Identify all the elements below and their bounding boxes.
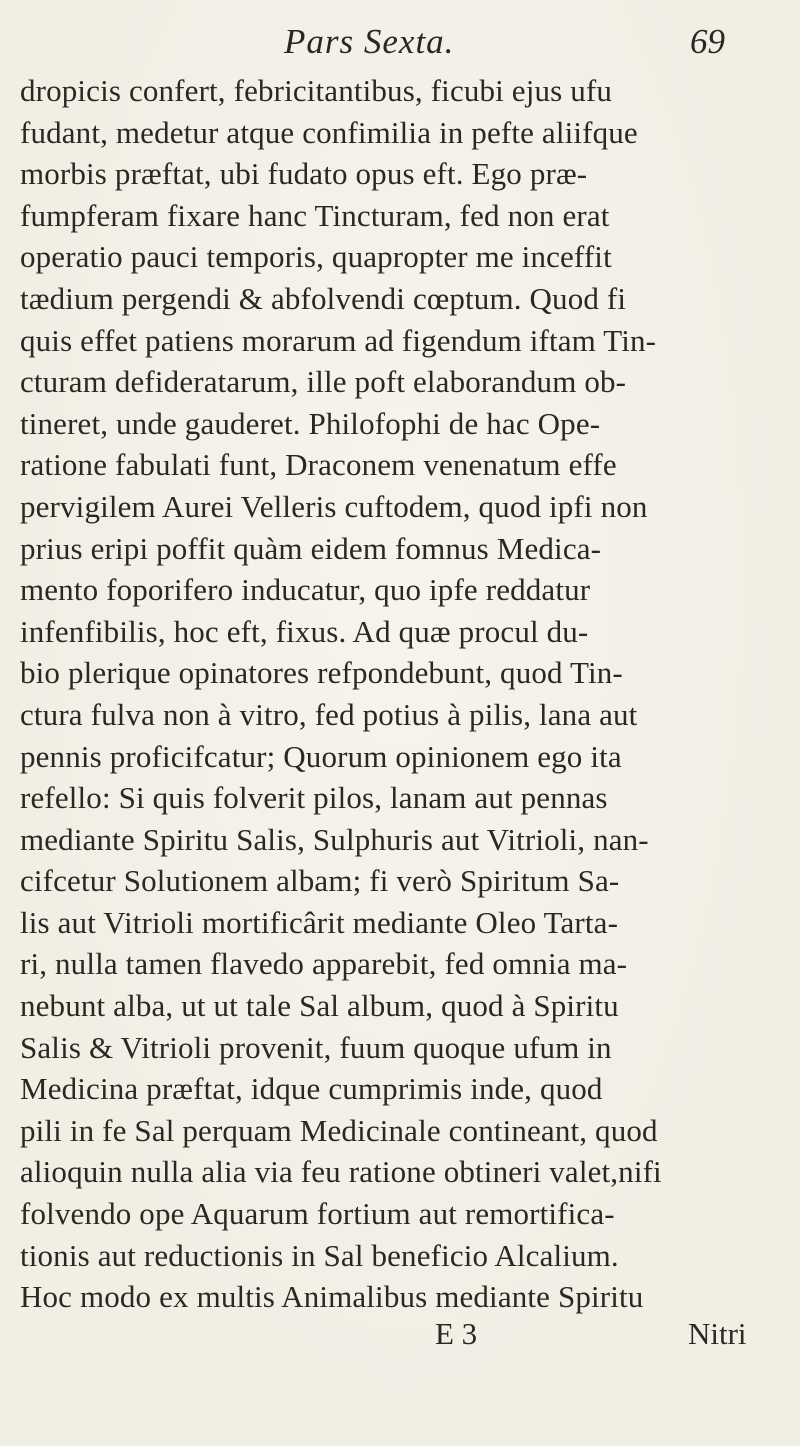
text-line: refello: Si quis folverit pilos, lanam aut pennas xyxy=(20,780,608,816)
text-line: ctura fulva non à vitro, fed potius à pilis, lana aut xyxy=(20,696,638,732)
text-line: alioquin nulla alia via feu ratione obtineri valet,nifi xyxy=(20,1154,662,1190)
text-line: lis aut Vitrioli mortificârit mediante Oleo Tarta- xyxy=(20,904,619,940)
text-line: folvendo ope Aquarum fortium aut remortifica- xyxy=(20,1196,615,1232)
text-line: pili in fe Sal perquam Medicinale contineant, quod xyxy=(20,1112,658,1148)
page-footer xyxy=(0,1316,800,1362)
page-number: 69 xyxy=(690,22,725,61)
text-line: Salis & Vitrioli provenit, fuum quoque ufum in xyxy=(20,1029,612,1065)
text-line: nebunt alba, ut ut tale Sal album, quod à Spiritu xyxy=(20,988,619,1024)
text-line: tineret, unde gauderet. Philofophi de hac Ope- xyxy=(20,405,601,441)
text-line: mento foporifero inducatur, quo ipfe reddatur xyxy=(20,572,591,608)
text-line: dropicis confert, febricitantibus, ficubi ejus ufu xyxy=(20,73,613,108)
text-line: Hoc modo ex multis Animalibus mediante Spiritu xyxy=(20,1279,644,1315)
text-line: pervigilem Aurei Velleris cuftodem, quod ipfi non xyxy=(20,488,648,524)
running-head: Pars Sexta. xyxy=(284,22,455,61)
text-line: quis effet patiens morarum ad figendum iftam Tin- xyxy=(20,322,657,358)
text-line: prius eripi poffit quàm eidem fomnus Medica- xyxy=(20,530,602,566)
signature-mark: E 3 xyxy=(435,1316,478,1351)
text-line: cifcetur Solutionem albam; fi verò Spiritum Sa- xyxy=(20,863,620,899)
text-line: mediante Spiritu Salis, Sulphuris aut Vitrioli, nan- xyxy=(20,821,649,857)
text-line: morbis præftat, ubi fudato opus eft. Ego præ- xyxy=(20,156,588,192)
text-line: tædium pergendi & abfolvendi cœptum. Quod fi xyxy=(20,280,627,316)
text-line: Medicina præftat, idque cumprimis inde, quod xyxy=(20,1071,603,1107)
text-line: ratione fabulati funt, Draconem venenatum effe xyxy=(20,447,617,483)
text-line: bio plerique opinatores refpondebunt, quod Tin- xyxy=(20,655,623,691)
body-text xyxy=(20,70,780,1318)
text-line: operatio pauci temporis, quapropter me inceffit xyxy=(20,239,612,275)
text-line: pennis proficifcatur; Quorum opinionem ego ita xyxy=(20,738,622,774)
text-line: tionis aut reductionis in Sal beneficio Alcalium. xyxy=(20,1237,619,1273)
text-line: fudant, medetur atque confimilia in pefte aliifque xyxy=(20,114,638,150)
text-line: ri, nulla tamen flavedo apparebit, fed omnia ma- xyxy=(20,946,628,982)
text-line: cturam defideratarum, ille poft elaborandum ob- xyxy=(20,364,627,400)
catchword: Nitri xyxy=(688,1316,747,1351)
page-header xyxy=(0,18,800,68)
text-line: fumpferam fixare hanc Tincturam, fed non erat xyxy=(20,197,610,233)
text-line: infenfibilis, hoc eft, fixus. Ad quæ procul du- xyxy=(20,613,589,649)
